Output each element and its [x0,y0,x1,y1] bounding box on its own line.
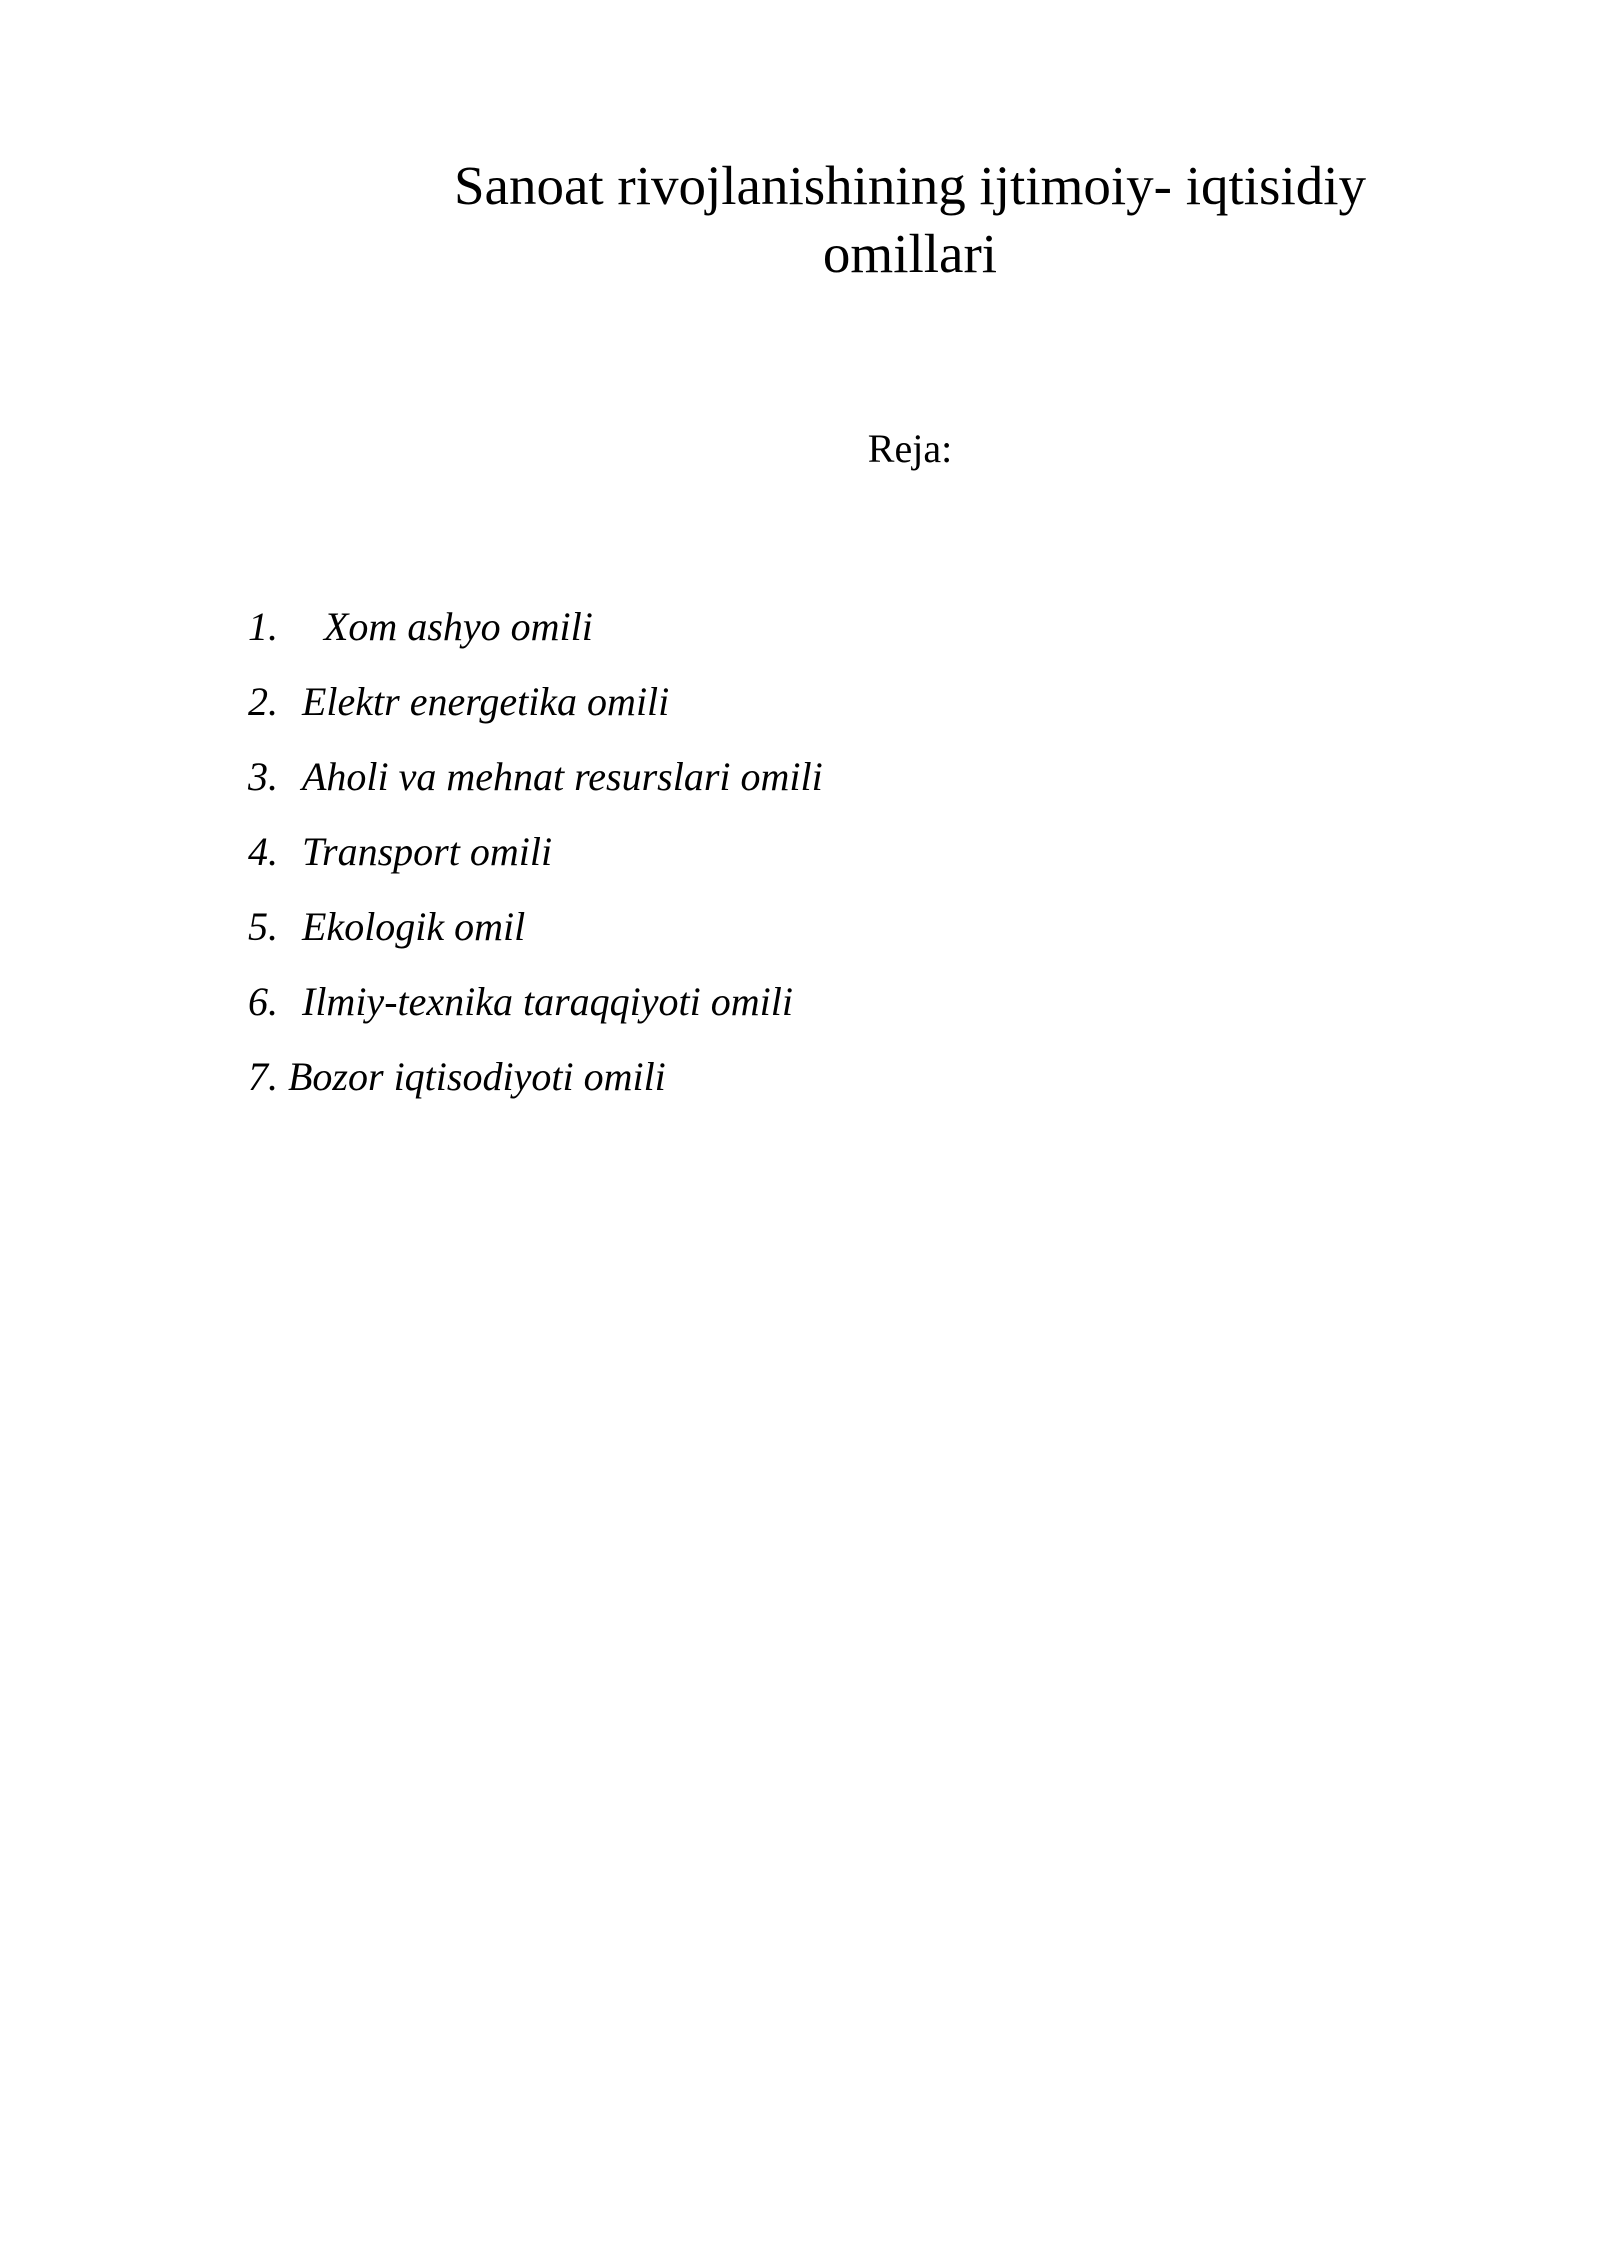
plan-item-number: 5. [248,904,278,949]
plan-item-text: Transport omili [302,829,553,874]
plan-item-1 [248,602,823,677]
title-line-2: omillari [822,223,998,284]
plan-item-number: 1. [248,604,278,649]
plan-item-number: 2. [248,679,278,724]
document-title [360,152,1460,288]
plan-item-5 [248,902,823,977]
plan-item-text: Bozor iqtisodiyoti omili [288,1054,666,1099]
plan-item-4 [248,827,823,902]
plan-item-number: 7. [248,1054,278,1099]
plan-item-number: 4. [248,829,278,874]
plan-item-number: 6. [248,979,278,1024]
plan-item-3 [248,752,823,827]
plan-item-6 [248,977,823,1052]
plan-item-2 [248,677,823,752]
title-line-1: Sanoat rivojlanishining ijtimoiy- iqtisidiy [453,155,1367,216]
plan-list [248,602,823,1127]
plan-item-text: Ilmiy-texnika taraqqiyoti omili [302,979,793,1024]
plan-item-number: 3. [248,754,278,799]
plan-item-text: Ekologik omil [302,904,526,949]
plan-heading: Reja: [867,426,953,471]
plan-item-text: Aholi va mehnat resurslari omili [302,754,823,799]
plan-item-text: Elektr energetika omili [302,679,670,724]
plan-item-7 [248,1052,823,1127]
plan-item-text: Xom ashyo omili [324,604,593,649]
